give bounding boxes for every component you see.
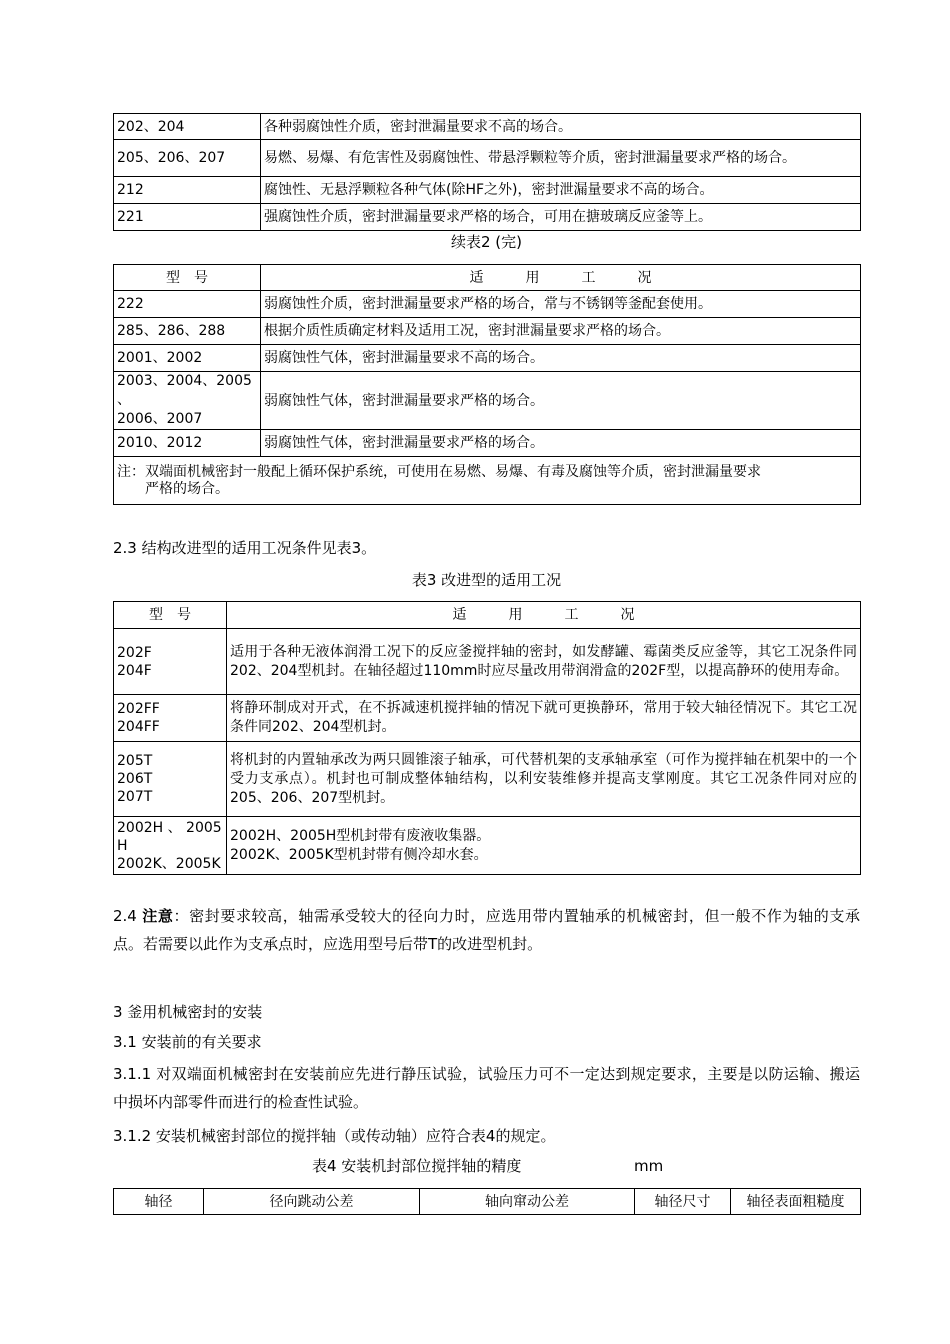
table-note: 注：双端面机械密封一般配上循环保护系统，可使用在易燃、易爆、有毒及腐蚀等介质，密封泄漏量要求 严格的场合。 <box>114 457 861 505</box>
table-row <box>114 345 861 372</box>
table2-top <box>113 113 861 231</box>
table-note-row <box>114 457 861 505</box>
condition-cell: 将静环制成对开式，在不拆减速机搅拌轴的情况下就可更换静环，常用于较大轴径情况下。其它工况条件同202、204型机封。 <box>227 695 861 742</box>
notice-label: 注意 <box>142 907 174 925</box>
condition-cell: 易燃、易爆、有危害性及弱腐蚀性、带悬浮颗粒等介质，密封泄漏量要求严格的场合。 <box>261 140 861 177</box>
table3 <box>113 601 861 875</box>
header-shaft-diameter: 轴径 <box>114 1189 204 1215</box>
table-row <box>114 114 861 140</box>
table2-cont-caption: 续表2 (完) <box>450 233 523 251</box>
table-row <box>114 318 861 345</box>
condition-cell: 腐蚀性、无悬浮颗粒各种气体(除HF之外)，密封泄漏量要求不高的场合。 <box>261 177 861 204</box>
header-condition: 适 用 工 况 <box>227 602 861 629</box>
table-header-row <box>114 1189 861 1215</box>
model-cell: 202FF 204FF <box>114 695 227 742</box>
header-model: 型 号 <box>114 602 227 629</box>
model-cell: 205、206、207 <box>114 140 261 177</box>
section-3-heading: 3 釜用机械密封的安装 <box>113 1003 263 1021</box>
model-cell: 212 <box>114 177 261 204</box>
section-3-1: 3.1 安装前的有关要求 <box>113 1033 262 1051</box>
condition-cell: 适用于各种无液体润滑工况下的反应釜搅拌轴的密封，如发酵罐、霉菌类反应釜等，其它工况条件同202、204型机封。在轴径超过110mm时应尽量改用带润滑盒的202F型，以提高静环的使用寿命。 <box>227 629 861 695</box>
condition-cell: 弱腐蚀性气体，密封泄漏量要求严格的场合。 <box>261 372 861 430</box>
table3-caption: 表3 改进型的适用工况 <box>411 571 562 589</box>
table-row <box>114 817 861 875</box>
model-cell: 2010、2012 <box>114 430 261 457</box>
header-model: 型 号 <box>114 265 261 291</box>
table4 <box>113 1188 861 1215</box>
table4-unit: mm <box>634 1157 664 1175</box>
model-cell: 2003、2004、2005 、 2006、2007 <box>114 372 261 430</box>
table-row <box>114 695 861 742</box>
header-radial-runout: 径向跳动公差 <box>204 1189 420 1215</box>
section-2-3: 2.3 结构改进型的适用工况条件见表3。 <box>113 539 377 557</box>
table4-caption: 表4 安装机封部位搅拌轴的精度 <box>312 1157 522 1175</box>
condition-cell: 弱腐蚀性气体，密封泄漏量要求严格的场合。 <box>261 430 861 457</box>
model-cell: 2002H 、 2005 H 2002K、2005K <box>114 817 227 875</box>
table-row <box>114 742 861 817</box>
model-cell: 202、204 <box>114 114 261 140</box>
condition-cell: 弱腐蚀性气体，密封泄漏量要求不高的场合。 <box>261 345 861 372</box>
model-cell: 285、286、288 <box>114 318 261 345</box>
header-shaft-size: 轴径尺寸 <box>635 1189 731 1215</box>
table-row <box>114 372 861 430</box>
table-row <box>114 291 861 318</box>
header-axial-play: 轴向窜动公差 <box>420 1189 635 1215</box>
model-cell: 222 <box>114 291 261 318</box>
condition-cell: 将机封的内置轴承改为两只圆锥滚子轴承，可代替机架的支承轴承室（可作为搅拌轴在机架中的一个受力支承点）。机封也可制成整体轴结构，以利安装维修并提高支掌刚度。其它工况条件同对应的205、206、207型机封。 <box>227 742 861 817</box>
table-row <box>114 430 861 457</box>
table2-cont <box>113 264 861 505</box>
header-condition: 适 用 工 况 <box>261 265 861 291</box>
table-row <box>114 629 861 695</box>
section-number: 2.4 <box>113 907 143 925</box>
condition-cell: 各种弱腐蚀性介质，密封泄漏量要求不高的场合。 <box>261 114 861 140</box>
condition-cell: 2002H、2005H型机封带有废液收集器。 2002K、2005K型机封带有侧冷却水套。 <box>227 817 861 875</box>
section-3-1-2: 3.1.2 安装机械密封部位的搅拌轴（或传动轴）应符合表4的规定。 <box>113 1127 556 1145</box>
model-cell: 2001、2002 <box>114 345 261 372</box>
condition-cell: 强腐蚀性介质，密封泄漏量要求严格的场合，可用在搪玻璃反应釜等上。 <box>261 204 861 231</box>
section-3-1-1: 3.1.1 对双端面机械密封在安装前应先进行静压试验，试验压力可不一定达到规定要求，主要是以防运输、搬运中损坏内部零件而进行的检查性试验。 <box>113 1065 860 1111</box>
condition-cell: 弱腐蚀性介质，密封泄漏量要求严格的场合，常与不锈钢等釜配套使用。 <box>261 291 861 318</box>
table-row <box>114 177 861 204</box>
model-cell: 202F 204F <box>114 629 227 695</box>
condition-cell: 根据介质性质确定材料及适用工况，密封泄漏量要求严格的场合。 <box>261 318 861 345</box>
table-row <box>114 140 861 177</box>
table-header-row <box>114 265 861 291</box>
section-text: ：密封要求较高，轴需承受较大的径向力时，应选用带内置轴承的机械密封，但一般不作为轴的支承点。若需要以此作为支承点时，应选用型号后带T的改进型机封。 <box>113 907 860 953</box>
table-header-row <box>114 602 861 629</box>
model-cell: 221 <box>114 204 261 231</box>
model-cell: 205T 206T 207T <box>114 742 227 817</box>
table-row <box>114 204 861 231</box>
header-surface-roughness: 轴径表面粗糙度 <box>731 1189 861 1215</box>
section-2-4 <box>113 902 860 958</box>
